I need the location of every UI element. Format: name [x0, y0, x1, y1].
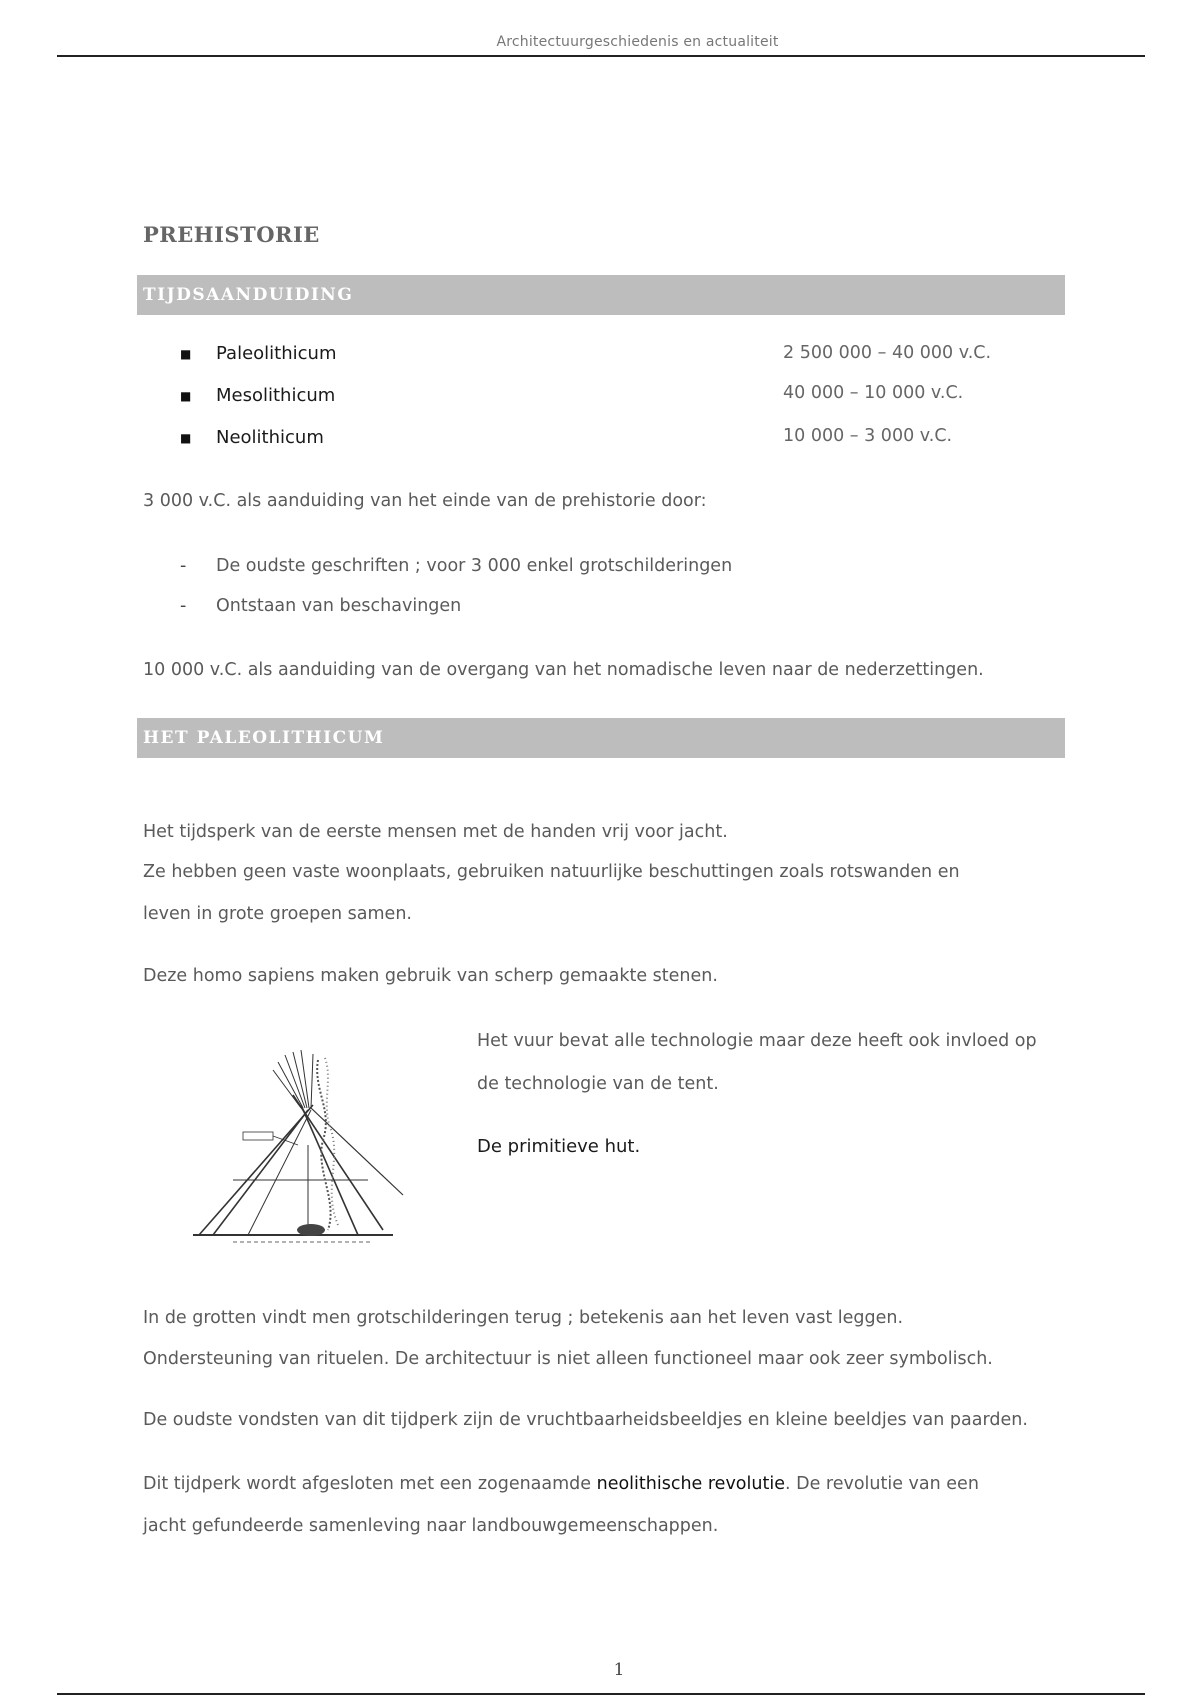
paragraph: De oudste vondsten van dit tijdperk zijn de vruchtbaarheidsbeeldjes en kleine beeldjes van paarden. [143, 1410, 1028, 1430]
primitive-hut-illustration [193, 1050, 408, 1250]
fire-text: Het vuur bevat alle technologie maar deze heeft ook invloed op [477, 1031, 1037, 1051]
page-number: 1 [613, 1660, 625, 1680]
section-heading-time-label: TIJDSAANDUIDING [143, 285, 354, 305]
end-intro-text: 3 000 v.C. als aanduiding van het einde van de prehistorie door: [143, 491, 707, 511]
paragraph: In de grotten vindt men grotschilderingen terug ; betekenis aan het leven vast leggen. [143, 1308, 904, 1328]
key-term: neolithische revolutie [596, 1474, 785, 1494]
reason-item: De oudste geschriften ; voor 3 000 enkel grotschilderingen [216, 556, 733, 576]
page-title: PREHISTORIE [143, 222, 320, 247]
period-range: 10 000 – 3 000 v.C. [783, 426, 953, 446]
paragraph: Ondersteuning van rituelen. De architectuur is niet alleen functioneel maar ook zeer symbolisch. [143, 1349, 993, 1369]
section-heading-paleo-label: HET PALEOLITHICUM [143, 728, 385, 748]
list-dash: - [180, 556, 187, 576]
paragraph: Ze hebben geen vaste woonplaats, gebruiken natuurlijke beschuttingen zoals rotswanden en [143, 862, 960, 882]
period-range: 2 500 000 – 40 000 v.C. [783, 343, 992, 363]
paragraph: jacht gefundeerde samenleving naar landbouwgemeenschappen. [143, 1516, 719, 1536]
section-heading-time [137, 275, 1065, 315]
paragraph [143, 1474, 979, 1494]
paragraph-part: . De revolutie van een [784, 1474, 979, 1494]
fire-text: de technologie van de tent. [477, 1074, 719, 1094]
running-header: Architectuurgeschiedenis en actualiteit [496, 34, 779, 50]
bullet-square-icon: ■ [180, 389, 192, 403]
period-range: 40 000 – 10 000 v.C. [783, 383, 964, 403]
footer-rule [57, 1693, 1145, 1695]
bullet-square-icon: ■ [180, 431, 192, 445]
paragraph-part: Dit tijdperk wordt afgesloten met een zogenaamde [143, 1474, 597, 1494]
list-dash: - [180, 596, 187, 616]
period-name: Neolithicum [216, 427, 324, 448]
paragraph: leven in grote groepen samen. [143, 904, 412, 924]
figure-caption: De primitieve hut. [477, 1136, 641, 1157]
paragraph: Deze homo sapiens maken gebruik van scherp gemaakte stenen. [143, 966, 718, 986]
transition-text: 10 000 v.C. als aanduiding van de overgang van het nomadische leven naar de nederzettingen. [143, 660, 984, 680]
bullet-square-icon: ■ [180, 347, 192, 361]
period-name: Paleolithicum [216, 343, 337, 364]
reason-item: Ontstaan van beschavingen [216, 596, 462, 616]
paragraph: Het tijdsperk van de eerste mensen met de handen vrij voor jacht. [143, 822, 728, 842]
section-heading-paleo [137, 718, 1065, 758]
period-name: Mesolithicum [216, 385, 336, 406]
header-rule [57, 55, 1145, 57]
